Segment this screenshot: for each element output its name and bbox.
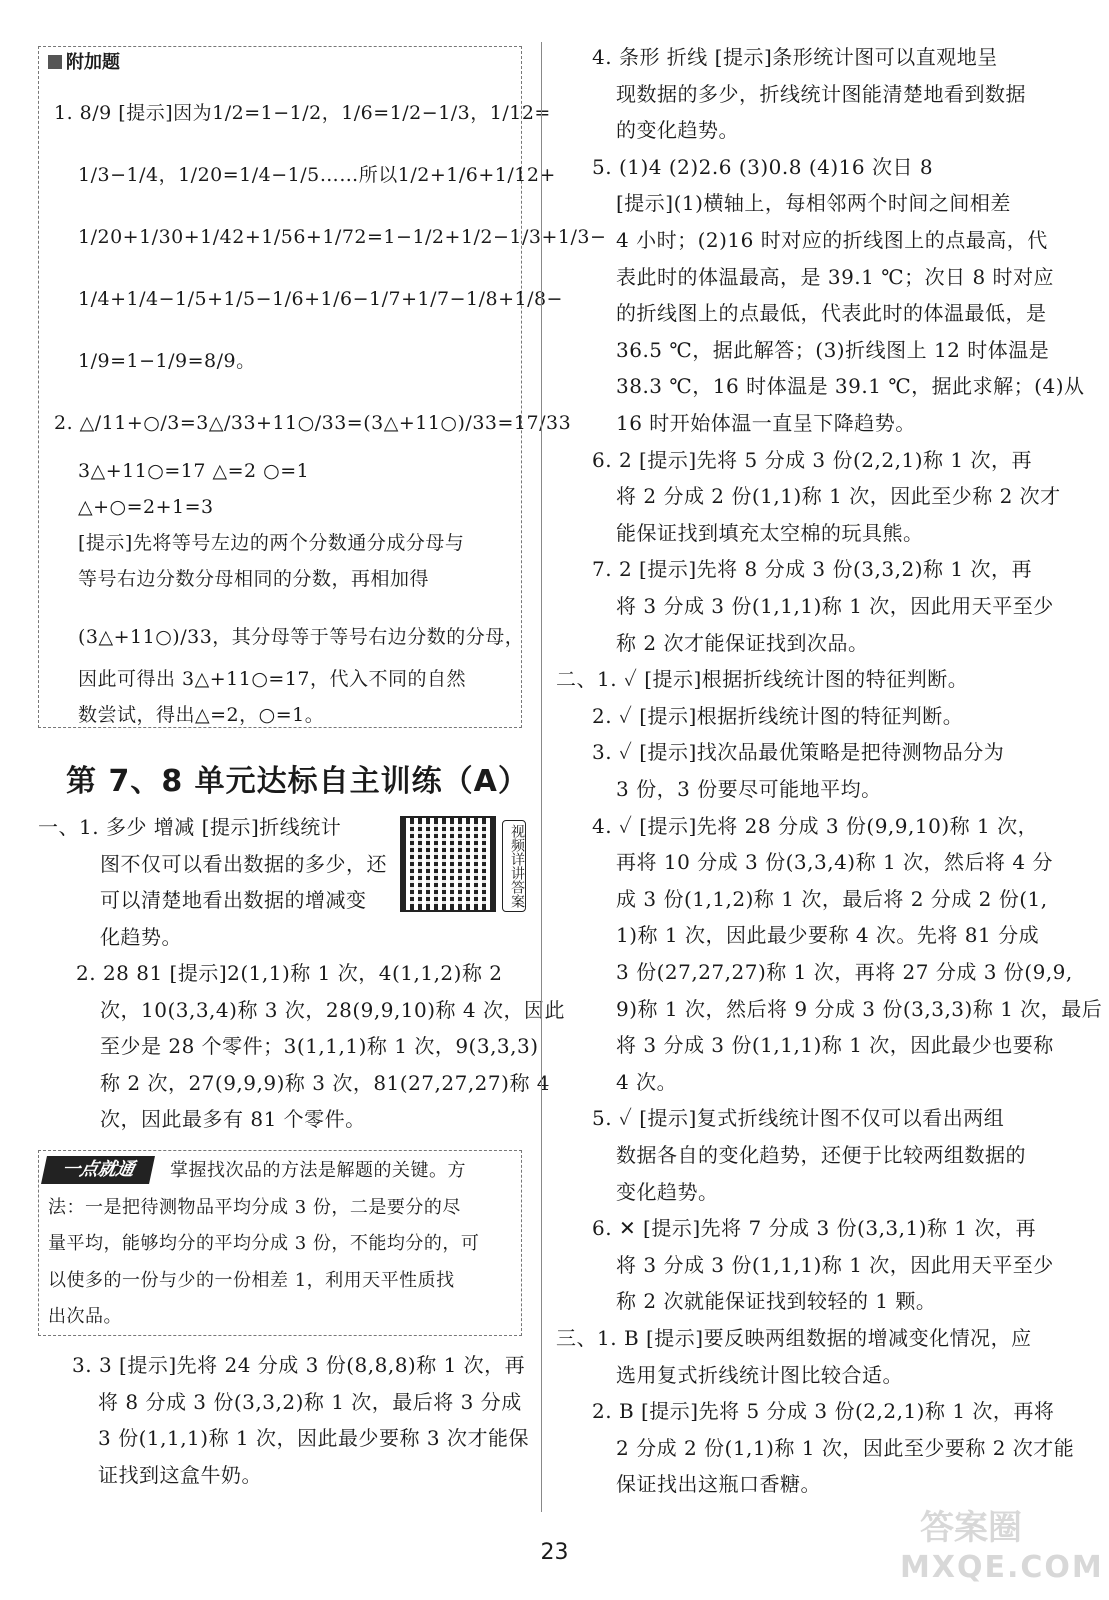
right-line: 的折线图上的点最低，代表此时的体温最低，是	[616, 301, 1047, 326]
extra-line: 3△+11○=17 △=2 ○=1	[78, 460, 310, 482]
right-line: 4 次。	[616, 1069, 678, 1094]
column-divider	[541, 42, 542, 1512]
right-line: 16 时开始体温一直呈下降趋势。	[616, 411, 916, 435]
qr-code[interactable]	[400, 816, 496, 912]
page-number: 23	[540, 1540, 569, 1565]
extra-line: 1/3−1/4，1/20=1/4−1/5……所以1/2+1/6+1/12+	[78, 164, 556, 186]
right-line: 称 2 次才能保证找到次品。	[616, 630, 869, 655]
right-line: 6. 2 [提示]先将 5 分成 3 份(2,2,1)称 1 次，再	[592, 447, 1032, 472]
right-line: 将 3 分成 3 份(1,1,1)称 1 次，因此用天平至少	[616, 594, 1054, 618]
text-line: 图不仅可以看出数据的多少，还	[100, 851, 387, 876]
right-line: 4 小时；(2)16 时对应的折线图上的点最高，代	[616, 228, 1048, 252]
right-line: 1)称 1 次，因此最少要称 4 次。先将 81 分成	[616, 923, 1040, 948]
watermark-logo: 答案圈	[920, 1508, 1022, 1548]
watermark-url: MXQE.COM	[900, 1550, 1104, 1585]
text-line: 证找到这盒牛奶。	[98, 1462, 262, 1487]
right-line: 5. ✓ [提示]复式折线统计图不仅可以看出两组	[592, 1106, 1005, 1131]
text-line: 法：一是把待测物品平均分成 3 份，二是要分的尽	[48, 1196, 461, 1218]
tip-tag: 一点就通	[41, 1156, 155, 1184]
right-line: 将 3 分成 3 份(1,1,1)称 1 次，因此最少也要称	[616, 1033, 1054, 1058]
right-line: 2 分成 2 份(1,1)称 1 次，因此至少要称 2 次才能	[616, 1435, 1075, 1460]
extra-line: [提示]先将等号左边的两个分数通分成分母与	[78, 532, 465, 554]
text-line: 3 份(1,1,1)称 1 次，因此最少要称 3 次才能保	[98, 1426, 529, 1450]
text-line: 出次品。	[48, 1306, 122, 1327]
extra-line: 因此可得出 3△+11○=17，代入不同的自然	[78, 668, 467, 690]
right-line: 2. ✓ [提示]根据折线统计图的特征判断。	[592, 703, 964, 728]
right-line: 将 3 分成 3 份(1,1,1)称 1 次，因此用天平至少	[616, 1252, 1054, 1277]
right-line: 成 3 份(1,1,2)称 1 次，最后将 2 分成 2 份(1,	[616, 886, 1048, 911]
right-line: 称 2 次就能保证找到较轻的 1 颗。	[616, 1289, 937, 1314]
right-line: 7. 2 [提示]先将 8 分成 3 份(3,3,2)称 1 次，再	[592, 557, 1032, 582]
right-line: 2. B [提示]先将 5 分成 3 份(2,2,1)称 1 次，再将	[592, 1399, 1055, 1424]
right-line: 38.3 ℃，16 时体温是 39.1 ℃，据此求解；(4)从	[616, 374, 1085, 399]
text-line: 化趋势。	[100, 924, 182, 949]
right-line: 再将 10 分成 3 份(3,3,4)称 1 次，然后将 4 分	[616, 850, 1053, 875]
right-line: 4. 条形 折线 [提示]条形统计图可以直观地呈	[592, 45, 998, 69]
right-line: 6. ✕ [提示]先将 7 分成 3 份(3,3,1)称 1 次，再	[592, 1216, 1036, 1241]
right-line: 3 份(27,27,27)称 1 次，再将 27 分成 3 份(9,9,	[616, 960, 1073, 984]
right-line: 数据各自的变化趋势，还便于比较两组数据的	[616, 1143, 1026, 1167]
right-line: 9)称 1 次，然后将 9 分成 3 份(3,3,3)称 1 次，最后	[616, 996, 1103, 1021]
extra-line: 1/9=1−1/9=8/9。	[78, 350, 256, 372]
right-line: 5. (1)4 (2)2.6 (3)0.8 (4)16 次日 8	[592, 154, 934, 179]
right-line: 三、1. B [提示]要反映两组数据的增减变化情况，应	[556, 1326, 1032, 1350]
text-line: 至少是 28 个零件；3(1,1,1)称 1 次，9(3,3,3)	[100, 1034, 539, 1058]
right-line: 将 2 分成 2 份(1,1)称 1 次，因此至少称 2 次才	[616, 484, 1061, 509]
extra-problems-title	[48, 48, 120, 74]
extra-line: (3△+11○)/33，其分母等于等号右边分数的分母，	[78, 626, 525, 648]
right-line: 的变化趋势。	[616, 118, 739, 143]
text-line: 次，因此最多有 81 个零件。	[100, 1107, 366, 1131]
text-line: 3. 3 [提示]先将 24 分成 3 份(8,8,8)称 1 次，再	[72, 1353, 526, 1377]
extra-line: 等号右边分数分母相同的分数，再相加得	[78, 568, 430, 590]
text-line: 一、1. 多少 增减 [提示]折线统计	[38, 815, 342, 839]
right-line: 3. ✓ [提示]找次品最优策略是把待测物品分为	[592, 740, 1005, 765]
text-line: 称 2 次，27(9,9,9)称 3 次，81(27,27,27)称 4	[100, 1070, 551, 1095]
right-line: 变化趋势。	[616, 1179, 719, 1204]
square-icon	[48, 55, 62, 69]
unit-title: 第 7、8 单元达标自主训练（A）	[66, 764, 529, 799]
text-line: 量平均，能够均分的平均分成 3 份，不能均分的，可	[48, 1233, 480, 1254]
right-line: [提示](1)横轴上，每相邻两个时间之间相差	[616, 191, 1011, 216]
extra-line: △+○=2+1=3	[78, 496, 214, 518]
right-line: 3 份，3 份要尽可能地平均。	[616, 777, 882, 801]
right-line: 能保证找到填充太空棉的玩具熊。	[616, 520, 924, 545]
right-line: 二、1. ✓ [提示]根据折线统计图的特征判断。	[556, 667, 969, 692]
text-line: 掌握找次品的方法是解题的关键。方	[170, 1160, 466, 1181]
extra-line: 1/4+1/4−1/5+1/5−1/6+1/6−1/7+1/7−1/8+1/8−	[78, 288, 563, 310]
extra-line: 1. 8/9 [提示]因为1/2=1−1/2，1/6=1/2−1/3，1/12=	[54, 102, 551, 124]
right-line: 4. ✓ [提示]先将 28 分成 3 份(9,9,10)称 1 次，	[592, 813, 1039, 838]
text-line: 次，10(3,3,4)称 3 次，28(9,9,10)称 4 次，因此	[100, 997, 565, 1022]
right-line: 选用复式折线统计图比较合适。	[616, 1362, 903, 1387]
text-line: 可以清楚地看出数据的增减变	[100, 888, 367, 912]
extra-line: 2. △/11+○/3=3△/33+11○/33=(3△+11○)/33=17/33	[54, 412, 572, 434]
right-line: 现数据的多少，折线统计图能清楚地看到数据	[616, 81, 1026, 106]
extra-title-text: 附加题	[66, 52, 120, 73]
right-line: 保证找出这瓶口香糖。	[616, 1472, 821, 1497]
text-line: 将 8 分成 3 份(3,3,2)称 1 次，最后将 3 分成	[98, 1389, 522, 1414]
text-line: 以使多的一份与少的一份相差 1，利用天平性质找	[48, 1269, 455, 1291]
text-line: 2. 28 81 [提示]2(1,1)称 1 次，4(1,1,2)称 2	[76, 961, 503, 985]
extra-line: 数尝试，得出△=2，○=1。	[78, 704, 325, 726]
right-line: 36.5 ℃，据此解答；(3)折线图上 12 时体温是	[616, 337, 1050, 362]
extra-line: 1/20+1/30+1/42+1/56+1/72=1−1/2+1/2−1/3+1/3−	[78, 226, 607, 248]
right-line: 表此时的体温最高，是 39.1 ℃；次日 8 时对应	[616, 264, 1055, 289]
qr-label: 视频详讲答案	[502, 820, 526, 912]
